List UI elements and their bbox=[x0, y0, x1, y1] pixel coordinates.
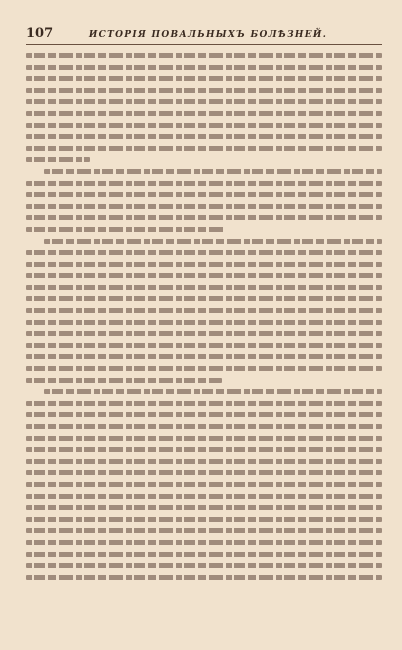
paragraph-4 bbox=[26, 389, 382, 580]
paragraph-3 bbox=[26, 239, 382, 383]
page-header bbox=[26, 26, 382, 45]
paragraph-2 bbox=[26, 169, 382, 232]
paragraph-1 bbox=[26, 53, 382, 162]
page-body bbox=[26, 53, 382, 580]
page-number: 107 bbox=[26, 26, 54, 41]
running-title: ИСТОРІЯ ПОВАЛЬНЫХЪ БОЛѢЗНЕЙ. bbox=[88, 30, 328, 40]
